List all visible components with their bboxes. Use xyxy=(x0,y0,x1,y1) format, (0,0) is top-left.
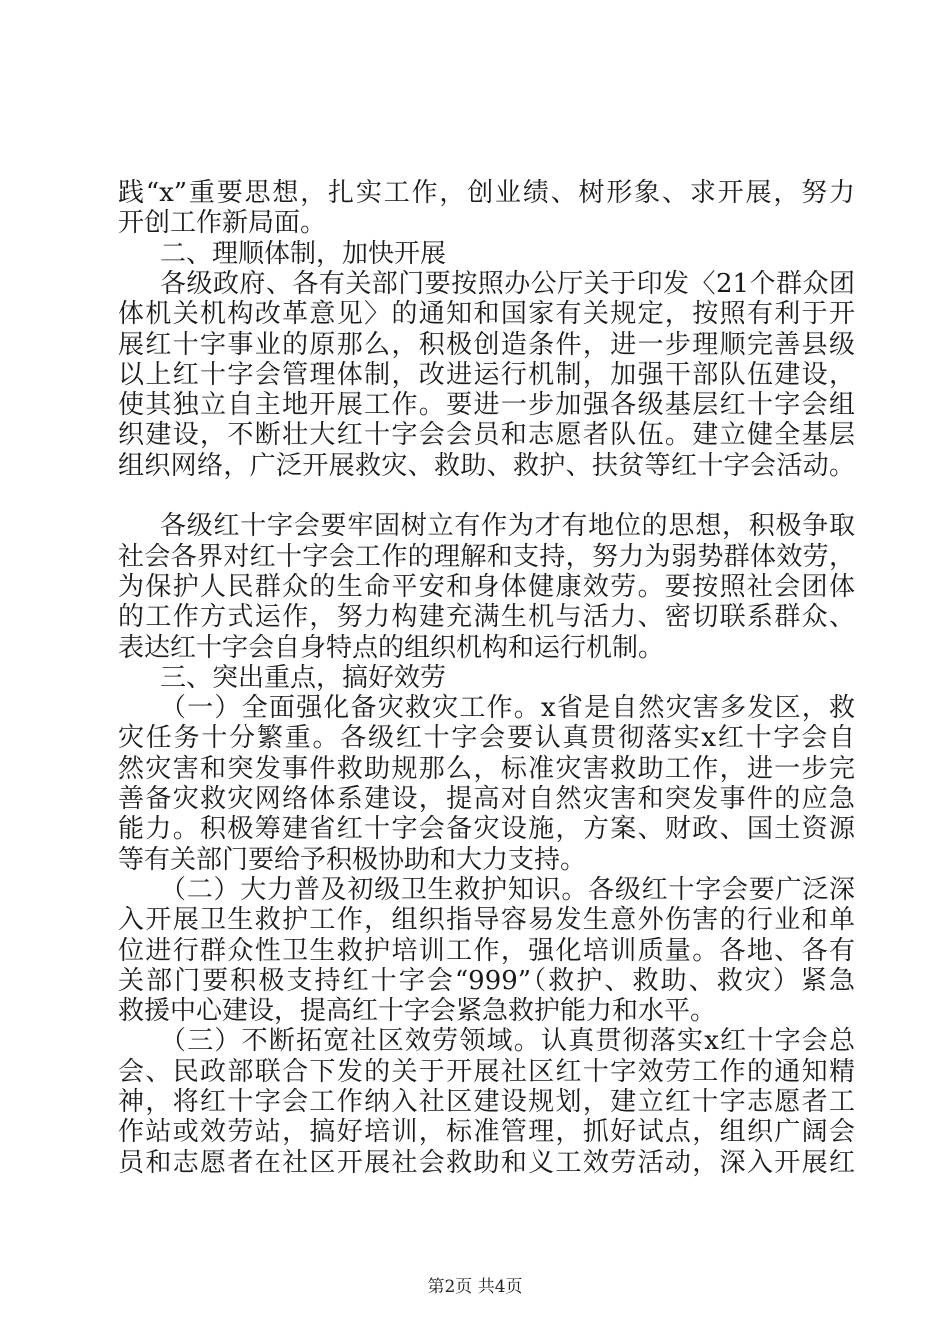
text-line: 位进行群众性卫生救护培训工作，强化培训质量。各地、各有 xyxy=(118,935,855,966)
text-line: 二、理顺体制，加快开展 xyxy=(160,238,447,269)
text-line: 体机关机构改革意见〉的通知和国家有关规定，按照有利于开 xyxy=(118,299,855,330)
text-line: 善备灾救灾网络体系建设，提高对自然灾害和突发事件的应急 xyxy=(118,784,855,814)
text-line: 等有关部门要给予积极协助和大力支持。 xyxy=(118,844,587,875)
text-line: 作站或效劳站，搞好培训，标准管理，抓好试点，组织广阔会 xyxy=(118,1117,855,1148)
text-line: 神，将红十字会工作纳入社区建设规划，建立红十字志愿者工 xyxy=(118,1087,855,1117)
page-footer: 第2页 共4页 xyxy=(427,1277,523,1297)
text-line: 灾任务十分繁重。各级红十字会要认真贯彻落实x红十字会自 xyxy=(118,723,855,754)
text-line: （二）大力普及初级卫生救护知识。各级红十字会要广泛深 xyxy=(160,874,855,905)
text-line: 为保护人民群众的生命平安和身体健康效劳。要按照社会团体 xyxy=(118,571,855,602)
text-line: 以上红十字会管理体制，改进运行机制，加强干部队伍建设， xyxy=(118,359,855,390)
text-line: （三）不断拓宽社区效劳领域。认真贯彻落实x红十字会总 xyxy=(160,1026,855,1057)
text-line: 关部门要积极支持红十字会“999”（救护、救助、救灾）紧急 xyxy=(118,965,855,996)
text-line: 表达红十字会自身特点的组织机构和运行机制。 xyxy=(118,632,665,663)
text-line xyxy=(118,481,855,511)
text-line: 救援中心建设，提高红十字会紧急救护能力和水平。 xyxy=(118,996,717,1027)
text-line: 社会各界对红十字会工作的理解和支持，努力为弱势群体效劳， xyxy=(118,541,855,572)
text-line: 员和志愿者在社区开展社会救助和义工效劳活动，深入开展红 xyxy=(118,1147,855,1178)
text-line: 开创工作新局面。 xyxy=(118,208,327,239)
text-line: 会、民政部联合下发的关于开展社区红十字效劳工作的通知精 xyxy=(118,1056,855,1087)
text-line: 使其独立自主地开展工作。要进一步加强各级基层红十字会组 xyxy=(118,390,855,421)
text-line: 展红十字事业的原那么，积极创造条件，进一步理顺完善县级 xyxy=(118,329,855,360)
text-line: 组织网络，广泛开展救灾、救助、救护、扶贫等红十字会活动。 xyxy=(118,450,855,481)
text-line: 各级红十字会要牢固树立有作为才有地位的思想，积极争取 xyxy=(160,511,855,542)
text-line: 践“x”重要思想，扎实工作，创业绩、树形象、求开展，努力 xyxy=(118,178,855,208)
text-line: （一）全面强化备灾救灾工作。x省是自然灾害多发区，救 xyxy=(160,693,855,724)
text-line: 三、突出重点，搞好效劳 xyxy=(160,662,447,693)
text-line: 的工作方式运作，努力构建充满生机与活力、密切联系群众、 xyxy=(118,602,855,633)
text-line: 各级政府、各有关部门要按照办公厅关于印发〈21个群众团 xyxy=(160,268,855,299)
text-line: 入开展卫生救护工作，组织指导容易发生意外伤害的行业和单 xyxy=(118,905,855,936)
text-line: 织建设，不断壮大红十字会会员和志愿者队伍。建立健全基层 xyxy=(118,420,855,451)
text-line: 能力。积极筹建省红十字会备灾设施，方案、财政、国土资源 xyxy=(118,814,855,845)
text-line: 然灾害和突发事件救助规那么，标准灾害救助工作，进一步完 xyxy=(118,753,855,784)
